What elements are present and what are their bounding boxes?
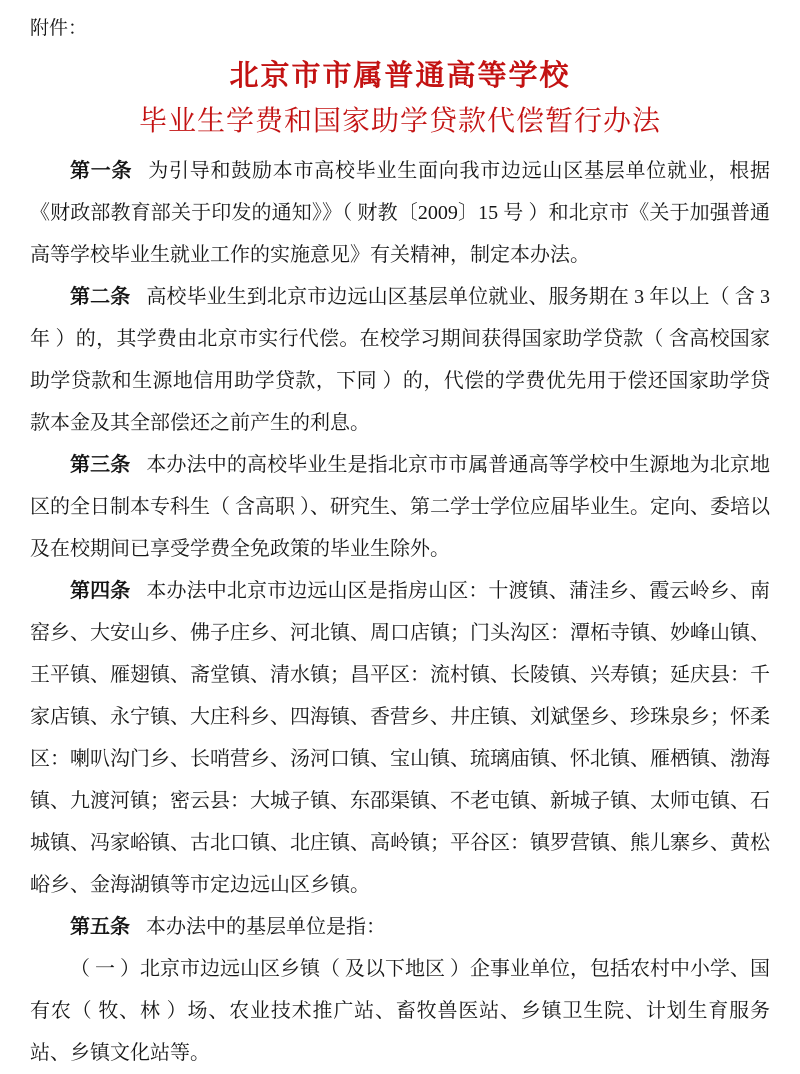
article-number: 第五条 [70, 916, 130, 938]
article-subitem-1 [30, 948, 770, 1074]
document-body [30, 150, 770, 1074]
article-number: 第二条 [70, 286, 131, 308]
document-title-line1: 北京市市属普通高等学校 [229, 60, 571, 92]
article-number: 第四条 [70, 580, 131, 602]
article-text: （ 一 ）北京市边远山区乡镇（ 及以下地区 ）企事业单位，包括农村中小学、国有农（ 牧、林 ）场、农业技术推广站、畜牧兽医站、乡镇卫生院、计划生育服务站、乡镇文化站等。 [30, 958, 770, 1064]
article-paragraph-2 [30, 276, 770, 444]
article-paragraph-4 [30, 570, 770, 906]
article-text: 本办法中的高校毕业生是指北京市市属普通高等学校中生源地为北京地区的全日制本专科生（ 含高职 ）、研究生、第二学士学位应届毕业生。定向、委培以及在校期间已享受学费全免政策的毕业生除外。 [30, 454, 771, 560]
article-paragraph-1 [30, 150, 770, 276]
attachment-label: 附件： [30, 18, 88, 39]
article-paragraph-5 [30, 906, 770, 948]
article-text: 高校毕业生到北京市边远山区基层单位就业、服务期在 3 年以上（ 含 3 年 ）的，其学费由北京市实行代偿。在校学习期间获得国家助学贷款（ 含高校国家助学贷款和生源地信用助学贷款，下同 ）的，代偿的学费优先用于偿还国家助学贷款本金及其全部偿还之前产生的利息。 [30, 286, 771, 434]
article-text: 本办法中的基层单位是指： [146, 916, 386, 938]
article-text: 为引导和鼓励本市高校毕业生面向我市边远山区基层单位就业，根据《财政部教育部关于印发的通知》》（ 财教〔2009〕15 号 ）和北京市《关于加强普通高等学校毕业生就业工作的实施意见》有关精神，制定本办法。 [30, 160, 770, 266]
article-number: 第三条 [70, 454, 131, 476]
article-text: 本办法中北京市边远山区是指房山区：十渡镇、蒲洼乡、霞云岭乡、南窑乡、大安山乡、佛子庄乡、河北镇、周口店镇；门头沟区：潭柘寺镇、妙峰山镇、王平镇、雁翅镇、斋堂镇、清水镇；昌平区：流村镇、长陵镇、兴寿镇；延庆县：千家店镇、永宁镇、大庄科乡、四海镇、香营乡、井庄镇、刘斌堡乡、珍珠泉乡；怀柔区：喇叭沟门乡、长哨营乡、汤河口镇、宝山镇、琉璃庙镇、怀北镇、雁栖镇、渤海镇、九渡河镇；密云县：大城子镇、东邵渠镇、不老屯镇、新城子镇、太师屯镇、石城镇、冯家峪镇、古北口镇、北庄镇、高岭镇；平谷区：镇罗营镇、熊儿寨乡、黄松峪乡、金海湖镇等市定边远山区乡镇。 [30, 580, 771, 896]
article-paragraph-3 [30, 444, 770, 570]
article-number: 第一条 [70, 160, 133, 182]
document-title-line2: 毕业生学费和国家助学贷款代偿暂行办法 [138, 106, 661, 137]
